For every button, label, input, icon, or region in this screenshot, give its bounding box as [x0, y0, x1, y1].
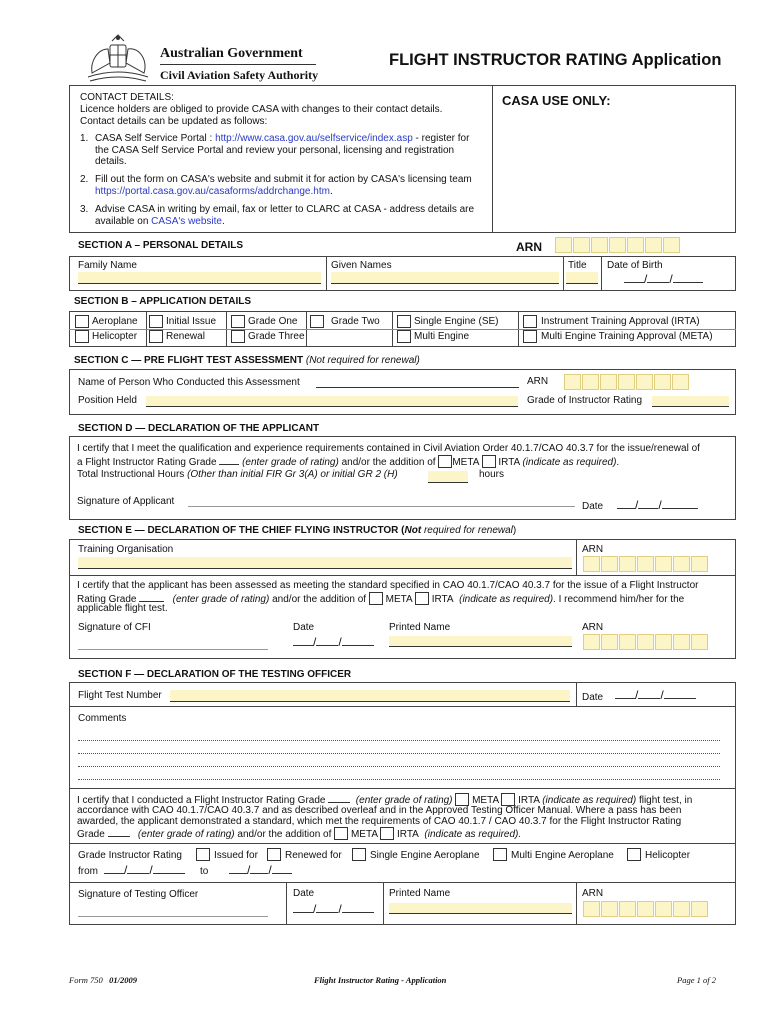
cfi-date-label: Date	[293, 622, 315, 633]
tester-arn-boxes[interactable]	[583, 901, 709, 917]
family-name-label: Family Name	[78, 260, 137, 271]
single-engine-aeroplane-checkbox[interactable]	[352, 848, 366, 861]
multi-engine-aeroplane-checkbox[interactable]	[493, 848, 507, 861]
helicopter-rating-label: Helicopter	[645, 850, 691, 861]
renewed-for-checkbox[interactable]	[267, 848, 281, 861]
contact-item-2: 2. Fill out the form on CASA's website and submit it for action by CASA's licensing team https://portal.casa.gov.au/casaforms/addrchange.htm.	[80, 174, 472, 197]
contact-intro: Licence holders are obliged to provide CASA with changes to their contact details. Contact details can be updated as follows:	[80, 104, 443, 127]
applicant-meta-checkbox[interactable]	[438, 455, 452, 468]
tester-printed-name-field[interactable]	[389, 903, 572, 914]
cfi-org-arn-label: ARN	[582, 544, 604, 555]
instructor-grade-field[interactable]	[652, 396, 729, 407]
form-title: FLIGHT INSTRUCTOR RATING Application	[389, 51, 722, 69]
section-f-heading: SECTION F — DECLARATION OF THE TESTING OFFICER	[78, 669, 352, 680]
meta-checkbox[interactable]	[523, 330, 537, 343]
from-date-field[interactable]: / /	[104, 862, 185, 877]
grade-one-label: Grade One	[248, 316, 298, 327]
section-d-heading: SECTION D — DECLARATION OF THE APPLICANT	[78, 423, 320, 434]
irta-label: Instrument Training Approval (IRTA)	[541, 316, 700, 327]
cfi-signature-label: Signature of CFI	[78, 622, 151, 633]
footer-form-number: Form 750 01/2009	[69, 975, 138, 985]
given-names-label: Given Names	[331, 260, 392, 271]
section-a-heading: SECTION A – PERSONAL DETAILS	[78, 240, 244, 251]
cfi-cert-line2: Rating Grade (enter grade of rating) and/or the addition of META IRTA (indicate as required). I recommend him/her for the	[77, 594, 685, 605]
tester-cert-line4: Grade (enter grade of rating) and/or the addition of META IRTA (indicate as required).	[77, 829, 522, 840]
tester-grade-field[interactable]	[328, 793, 350, 803]
tester-cert-line2: accordance with CAO 40.1.7/CAO 40.3.7 and as described overleaf and in the Approved Testing Officer Manual. Where a pass has been	[77, 805, 682, 816]
section-b-heading: SECTION B – APPLICATION DETAILS	[74, 296, 252, 307]
tester-arn-label: ARN	[582, 888, 604, 899]
applicant-cert-line2: a Flight Instructor Rating Grade (enter grade of rating) and/or the addition of META IRTA (indicate as required).	[77, 457, 620, 468]
helicopter-checkbox[interactable]	[75, 330, 89, 343]
hours-label: hours	[479, 469, 505, 480]
tester-cert-line1: I certify that I conducted a Flight Instructor Rating Grade (enter grade of rating) META IRTA (indicate as required) flight test, in	[77, 795, 693, 806]
cfi-arn-label: ARN	[582, 622, 604, 633]
footer-title: Flight Instructor Rating - Application	[314, 975, 447, 985]
family-name-field[interactable]	[78, 272, 321, 284]
grade-one-checkbox[interactable]	[231, 315, 245, 328]
cfi-printed-name-label: Printed Name	[389, 622, 451, 633]
comments-field[interactable]	[78, 728, 720, 780]
aeroplane-checkbox[interactable]	[75, 315, 89, 328]
renewal-checkbox[interactable]	[149, 330, 163, 343]
training-org-field[interactable]	[78, 557, 572, 569]
to-label: to	[200, 866, 209, 877]
cfi-date-field[interactable]: / /	[293, 634, 374, 649]
tester-signature-line[interactable]	[78, 916, 268, 917]
cfi-arn-boxes[interactable]	[583, 634, 709, 650]
position-held-field[interactable]	[146, 396, 518, 407]
multi-engine-aeroplane-label: Multi Engine Aeroplane	[511, 850, 614, 861]
dob-field[interactable]: / /	[624, 272, 703, 286]
tester-date-field[interactable]: / /	[293, 901, 374, 916]
cfi-printed-name-field[interactable]	[389, 636, 572, 647]
renewal-label: Renewal	[166, 331, 205, 342]
tester-date-label: Date	[293, 888, 315, 899]
helicopter-label: Helicopter	[92, 331, 138, 342]
assessor-arn-label: ARN	[527, 376, 549, 387]
tester-printed-name-label: Printed Name	[389, 888, 451, 899]
flight-test-number-label: Flight Test Number	[78, 690, 162, 701]
instructor-grade-label: Grade of Instructor Rating	[527, 395, 643, 406]
applicant-signature-label: Signature of Applicant	[77, 496, 175, 507]
position-held-label: Position Held	[78, 395, 137, 406]
applicant-date-field[interactable]: / /	[617, 497, 698, 512]
initial-issue-label: Initial Issue	[166, 316, 217, 327]
irta-checkbox[interactable]	[523, 315, 537, 328]
addr-change-link[interactable]: https://portal.casa.gov.au/casaforms/addrchange.htm	[95, 185, 330, 197]
cfi-grade-field[interactable]	[139, 592, 164, 602]
initial-issue-checkbox[interactable]	[149, 315, 163, 328]
gov-title: Australian Government	[160, 46, 303, 61]
section-e-heading: SECTION E — DECLARATION OF THE CHIEF FLYING INSTRUCTOR (Not required for renewal)	[78, 525, 517, 536]
grade-three-checkbox[interactable]	[231, 330, 245, 343]
to-date-field[interactable]: / /	[229, 862, 292, 877]
tester-cert-line3: awarded, the applicant demonstrated a standard, which met the requirements of CAO 40.1.7 / CAO 40.3.7 for the Flight Instructor Rating	[77, 816, 682, 827]
tester-grade-field-2[interactable]	[108, 827, 130, 837]
grade-instructor-rating-label: Grade Instructor Rating	[78, 850, 182, 861]
comments-label: Comments	[78, 713, 127, 724]
section-a-arn-label: ARN	[516, 240, 542, 254]
contact-item-3: 3. Advise CASA in writing by email, fax or letter to CLARC at CASA - address details are available on CASA's website.	[80, 204, 475, 227]
self-service-link[interactable]: http://www.casa.gov.au/selfservice/index.asp	[215, 133, 413, 144]
single-engine-aeroplane-label: Single Engine Aeroplane	[370, 850, 480, 861]
single-engine-checkbox[interactable]	[397, 315, 411, 328]
cfi-cert-line1: I certify that the applicant has been assessed as meeting the standard specified in CAO 40.1.7/CAO 40.3.7 for the issue of a Flight Instructor	[77, 580, 699, 591]
title-label: Title	[568, 260, 587, 271]
applicant-signature-line[interactable]	[188, 506, 575, 507]
applicant-date-label: Date	[582, 501, 604, 512]
grade-two-label: Grade Two	[331, 316, 380, 327]
cfi-irta-checkbox[interactable]	[415, 592, 429, 605]
single-engine-label: Single Engine (SE)	[414, 316, 499, 327]
meta-label: Multi Engine Training Approval (META)	[541, 331, 713, 342]
test-date-label: Date	[582, 692, 604, 703]
cfi-cert-line3: applicable flight test.	[77, 603, 168, 614]
casa-use-only: CASA USE ONLY:	[502, 93, 611, 108]
agency-name: Civil Aviation Safety Authority	[160, 68, 319, 82]
renewed-for-label: Renewed for	[285, 850, 342, 861]
title-field[interactable]	[566, 272, 598, 284]
test-date-field[interactable]: / /	[615, 687, 696, 702]
contact-heading: CONTACT DETAILS:	[80, 92, 174, 103]
total-hours-label: Total Instructional Hours (Other than initial FIR Gr 3(A) or initial GR 2 (H)	[77, 469, 398, 480]
section-c-heading: SECTION C — PRE FLIGHT TEST ASSESSMENT (Not required for renewal)	[74, 355, 420, 366]
tester-signature-label: Signature of Testing Officer	[78, 889, 199, 900]
dob-label: Date of Birth	[607, 260, 663, 271]
cfi-meta-checkbox[interactable]	[369, 592, 383, 605]
footer-page-number: Page 1 of 2	[677, 975, 716, 985]
grade-two-checkbox[interactable]	[310, 315, 324, 328]
cfi-signature-line[interactable]	[78, 649, 268, 650]
coat-of-arms-logo	[82, 33, 154, 83]
helicopter-rating-checkbox[interactable]	[627, 848, 641, 861]
issued-for-label: Issued for	[214, 850, 258, 861]
tester-meta-checkbox-2[interactable]	[334, 827, 348, 840]
assessor-arn-boxes[interactable]	[564, 374, 690, 390]
assessor-name-field[interactable]	[316, 377, 519, 388]
issued-for-checkbox[interactable]	[196, 848, 210, 861]
casa-website-link[interactable]: CASA's website	[151, 215, 222, 227]
applicant-irta-checkbox[interactable]	[482, 455, 496, 468]
from-label: from	[78, 866, 98, 877]
training-org-label: Training Organisation	[78, 544, 174, 555]
multi-engine-label: Multi Engine	[414, 331, 470, 342]
section-a-arn-boxes[interactable]	[555, 237, 681, 253]
total-hours-field[interactable]	[428, 471, 468, 483]
contact-item-1: 1. CASA Self Service Portal : http://www.casa.gov.au/selfservice/index.asp - register for the CASA Self Service Portal and review your personal, licensing and registration details.	[80, 133, 470, 167]
tester-irta-checkbox-2[interactable]	[380, 827, 394, 840]
applicant-cert-line1: I certify that I meet the qualification and experience requirements contained in Civil Aviation Order 40.1.7/CAO 40.3.7 for the issue/renewal of	[77, 443, 700, 454]
cfi-org-arn-boxes[interactable]	[583, 556, 709, 572]
applicant-grade-field[interactable]	[219, 455, 239, 465]
grade-three-label: Grade Three	[248, 331, 305, 342]
given-names-field[interactable]	[331, 272, 559, 284]
assessor-name-label: Name of Person Who Conducted this Assessment	[78, 377, 300, 388]
flight-test-number-field[interactable]	[170, 690, 570, 702]
aeroplane-label: Aeroplane	[92, 316, 138, 327]
multi-engine-checkbox[interactable]	[397, 330, 411, 343]
